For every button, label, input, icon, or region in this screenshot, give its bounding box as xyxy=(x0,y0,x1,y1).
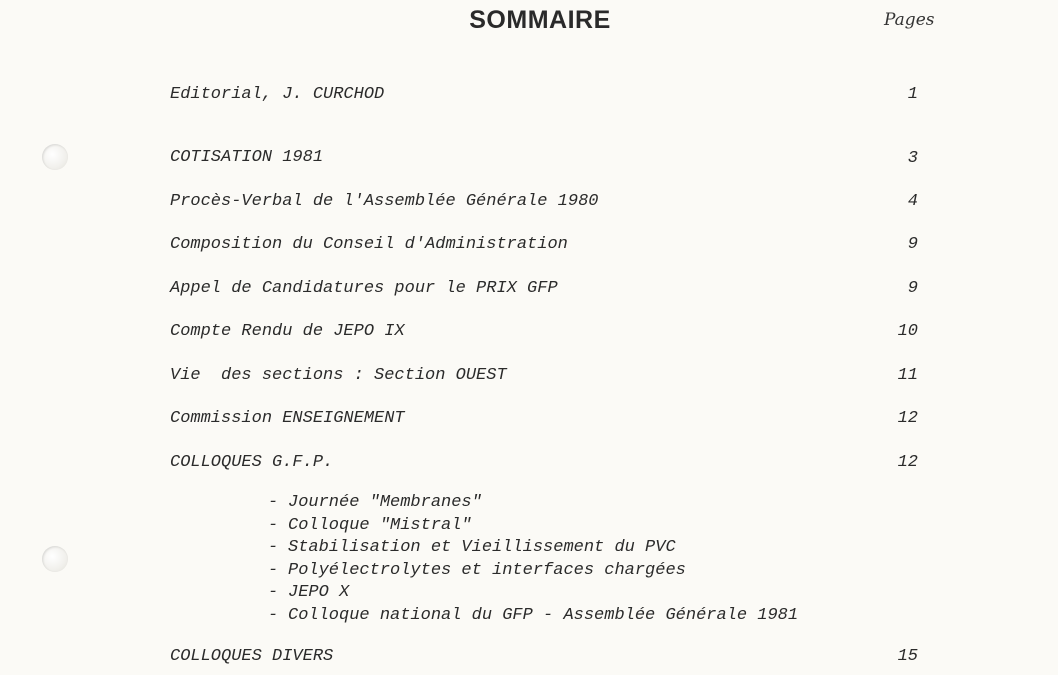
punch-hole-top xyxy=(42,144,68,170)
toc-page-colloques-gfp: 12 xyxy=(897,453,918,472)
toc-entry-proces-verbal: Procès-Verbal de l'Assemblée Générale 1980 xyxy=(170,192,599,211)
colloques-sublist xyxy=(268,492,798,627)
list-item: - Colloque "Mistral" xyxy=(268,515,472,535)
toc-page-proces-verbal: 4 xyxy=(907,192,918,211)
list-item: - Polyélectrolytes et interfaces chargées xyxy=(268,560,686,580)
toc-page-sections: 11 xyxy=(897,366,918,385)
pages-column-label: Pages xyxy=(884,10,935,30)
toc-entry-colloques-gfp: COLLOQUES G.F.P. xyxy=(170,453,334,472)
toc-entry-jepo-ix: Compte Rendu de JEPO IX xyxy=(170,322,405,341)
list-item: - JEPO X xyxy=(268,583,350,602)
toc-page-enseignement: 12 xyxy=(897,409,918,428)
page-title: SOMMAIRE xyxy=(469,6,611,34)
toc-entry-cotisation: COTISATION 1981 xyxy=(170,148,324,167)
toc-page-editorial: 1 xyxy=(907,85,918,104)
toc-page-jepo-ix: 10 xyxy=(897,322,918,341)
punch-hole-bottom xyxy=(42,546,68,572)
toc-entry-enseignement: Commission ENSEIGNEMENT xyxy=(170,409,405,428)
list-item: - Stabilisation et Vieillissement du PVC xyxy=(268,538,676,557)
toc-page-cotisation: 3 xyxy=(907,149,918,168)
toc-entry-conseil: Composition du Conseil d'Administration xyxy=(170,235,568,254)
list-item: - Journée "Membranes" xyxy=(268,493,482,512)
toc-entry-prix-gfp: Appel de Candidatures pour le PRIX GFP xyxy=(170,279,558,298)
toc-page-prix-gfp: 9 xyxy=(907,279,918,298)
toc-page-colloques-divers: 15 xyxy=(897,647,918,666)
list-item: - Colloque national du GFP - Assemblée Générale 1981 xyxy=(268,605,799,625)
toc-entry-sections: Vie des sections : Section OUEST xyxy=(170,366,507,385)
toc-entry-editorial: Editorial, J. CURCHOD xyxy=(170,85,385,104)
toc-page-conseil: 9 xyxy=(907,235,918,254)
toc-entry-colloques-divers: COLLOQUES DIVERS xyxy=(170,647,334,666)
